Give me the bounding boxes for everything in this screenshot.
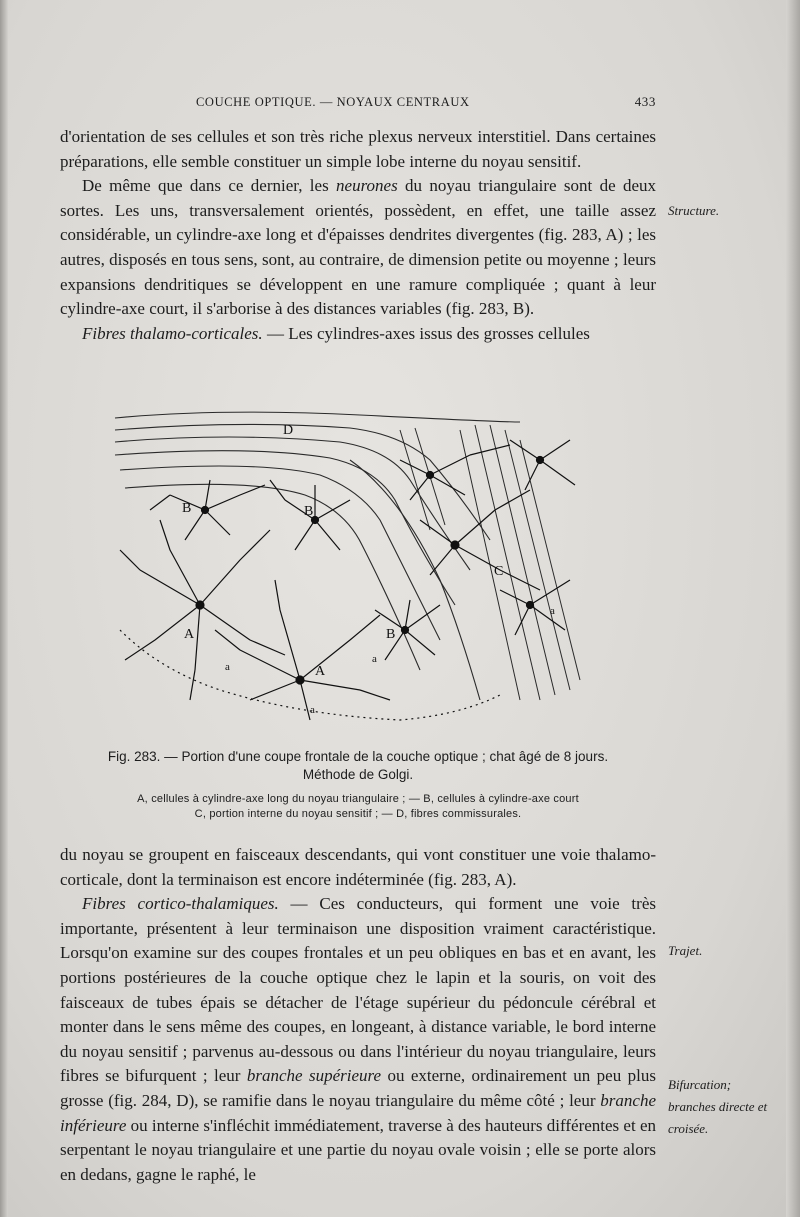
text-run: — Ces conducteurs, qui forment une voie très importante, présentent à leur terminaison une disposition vraiment caractéristique. Lorsqu'on examine sur des coupes frontales et un peu obliques en bas et en avant, les portions postérieures de la couche optique chez le lapin et la souris, on voit des faisceaux de tubes épais se détacher de l'étage supérieur du pédoncule cérébral et monter dans le sens même des coupes, en longeant, à distance variable, le bord interne du noyau sensitif ; parvenus au-dessous ou dans l'intérieur du noyau triangulaire, leurs fibres se bifurquent ; leur (60, 894, 656, 1086)
legend-line: C, portion interne du noyau sensitif ; — D, fibres commissurales. (194, 808, 522, 820)
neuron-a (120, 520, 285, 700)
neuron-a-lower (215, 580, 390, 720)
paragraph-neurones (60, 174, 656, 322)
emphasis: branche inférieure (60, 1090, 656, 1135)
section-heading-inline: Fibres cortico-thalamiques. (82, 894, 279, 914)
paragraph: d'orientation de ses cellules et son très riche plexus nerveux interstitiel. Dans certaines préparations, elle semble constituer un simple lobe interne du noyau sensitif. (60, 127, 656, 171)
text-run: — Les cylindres-axes issus des grosses cellules (262, 323, 590, 343)
figure-label: B (182, 501, 192, 516)
margin-note-structure: Structure. (668, 203, 720, 218)
text-run: ou externe, ordinairement un peu plus grosse (fig. 284, D), se ramifie dans le noyau triangulaire du même côté ; leur (60, 1066, 656, 1110)
figure-caption (60, 748, 656, 784)
figure-label: a (225, 661, 230, 673)
running-head-title: COUCHE OPTIQUE. — NOYAUX CENTRAUX (196, 95, 470, 109)
neuron-b-upper (150, 480, 350, 550)
page-edge-right (786, 0, 800, 1217)
running-head (196, 94, 656, 110)
paragraph: du noyau se groupent en faisceaux descendants, qui vont constituer une voie thalamo-corticale, dont la terminaison est encore indéterminée (fig. 283, A). (60, 845, 656, 889)
paragraph-thalamo-corticales (60, 322, 656, 347)
golgi-drawing (100, 400, 600, 730)
figure-legend (60, 792, 656, 822)
margin-note-trajet: Trajet. (668, 943, 703, 958)
page-number: 433 (634, 94, 656, 109)
figure-label: A (315, 664, 326, 679)
section-heading-inline: Fibres thalamo-corticales. (82, 323, 263, 343)
legend-line: A, cellules à cylindre-axe long du noyau triangulaire ; — B, cellules à cylindre-axe court (137, 793, 579, 805)
figure-label: C (494, 564, 504, 579)
text-run: du noyau triangulaire sont de deux sortes. Les uns, transversalement orientés, possèdent, en effet, une taille assez considérable, un cylindre-axe long et d'épaisses dendrites divergentes (fig. 283, A) ; les autres, disposés en tous sens, sont, au contraire, de dimension petite ou moyenne ; leurs expansions dendritiques se développent en une ramure compliquée ; quant à leur cylindre-axe court, il s'arborise à des distances variables (fig. 283, B). (60, 176, 657, 319)
emphasis: branche supérieure (246, 1066, 382, 1086)
figure-label: D (283, 423, 294, 438)
page-edge-left (0, 0, 8, 1217)
margin-note-bifurcation: Bifurcation; branches directe et croisée. (668, 1077, 768, 1136)
emphasis: neurones (336, 176, 398, 196)
commissural-fibres (115, 412, 520, 700)
figure-label: a (310, 704, 315, 716)
figure-label: A (184, 627, 195, 642)
sensitive-nucleus-fibres (400, 425, 580, 700)
figure-label: a (550, 605, 555, 617)
caption-line: Fig. 283. — Portion d'une coupe frontale de la couche optique ; chat âgé de 8 jours. (107, 749, 609, 764)
neuron-b-lower (375, 600, 440, 660)
neurons (120, 440, 575, 720)
figure-283 (100, 400, 600, 730)
figure-label: B (386, 627, 396, 642)
text-block-bottom (60, 843, 656, 1187)
caption-line: Méthode de Golgi. (302, 767, 414, 782)
paragraph-cortico-thalamiques (60, 892, 656, 1187)
figure-labels (182, 423, 555, 716)
text-run: ou interne s'infléchit immédiatement, traverse à des hauteurs différentes et en serpentant le noyau triangulaire et une partie du noyau ovale voisin ; elle se porte alors en dedans, gagne le raphé, le (60, 1115, 656, 1184)
figure-label: a (372, 653, 377, 665)
text-run: De même que dans ce dernier, les (82, 176, 337, 196)
text-block-top (60, 125, 656, 346)
figure-label: B (304, 504, 314, 519)
